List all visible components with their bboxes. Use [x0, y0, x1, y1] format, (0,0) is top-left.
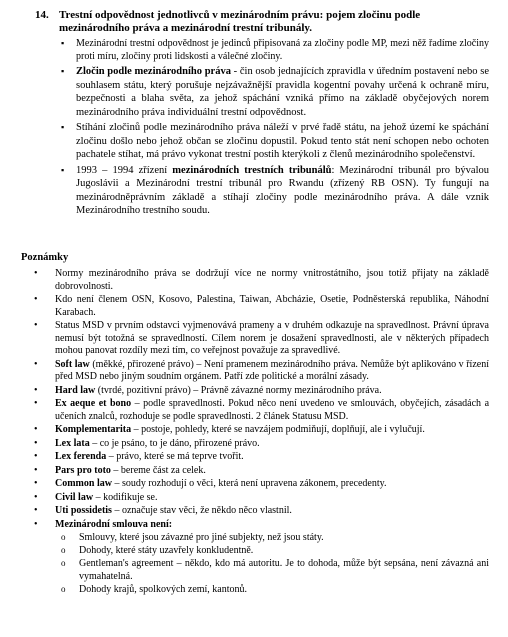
- note-text: (měkké, přirozené právo) – Není pramenem mezinárodního práva. Nemůže být aplikováno v řízení před MSD nebo jiným soudním orgánem. Patří zde politické a morální zásady.: [55, 358, 489, 382]
- note-term: Lex lata: [55, 437, 90, 449]
- note-item: [31, 451, 489, 464]
- note-item: [31, 438, 489, 451]
- section-title: Trestní odpovědnost jednotlivců v mezinárodním právu: pojem zločinu podle mezinárodního práva a mezinárodní trestní tribunály.: [59, 9, 421, 34]
- section-list: [59, 37, 489, 220]
- sublist-item: o Gentleman's agreement – někdo, kdo má autoritu. Je to dohoda, může být sepsána, není závazná ani vymahatelná.: [59, 557, 489, 583]
- note-term: Hard law: [55, 384, 96, 396]
- note-term: Common law: [55, 478, 112, 489]
- note-item: [31, 519, 489, 597]
- note-text: – právo, které se má teprve tvořit.: [106, 451, 244, 462]
- note-text: Normy mezinárodního práva se dodržují více ne normy vnitrostátního, jsou totiž přijaty na základě dobrovolnosti.: [55, 268, 489, 292]
- note-item: [31, 424, 489, 437]
- sublist-item: o Dohody krajů, spolkových zemí, kantonů.: [59, 583, 489, 596]
- item-term: Zločin podle mezinárodního práva: [76, 66, 231, 77]
- item-prefix: 1993 – 1994 zřízení: [76, 164, 173, 176]
- note-item: [31, 492, 489, 505]
- note-item: [31, 294, 489, 319]
- notes-heading: Poznámky: [21, 252, 69, 263]
- note-text: – označuje stav věci, že někdo něco vlastnil.: [111, 505, 292, 516]
- item-text: Stíhání zločinů podle mezinárodního práva náleží v prvé řadě státu, na jehož území ke spáchání zločinu došlo nebo jehož občan se zločinu dopustil. Pokud tento stát není schopen nebo ochoten pachatele stíhat, má právo vykonat trestní postih kterýkoli z členů mezinárodního společenství.: [76, 122, 489, 160]
- note-term: Komplementarita: [55, 424, 132, 435]
- treaty-exclusions-list: [55, 531, 489, 596]
- notes-list: [31, 268, 489, 597]
- note-text: Status MSD v prvním odstavci vyjmenovává prameny a v druhém odkazuje na spravedlnost. Právní úprava nemusí být totožná se spravedlností. Cílem norem je dosažení spravedlnosti, ale v některých případech mohou panovat rozdíly mezi tím, co veřejnost považuje za spravedlivé.: [55, 320, 489, 356]
- section-item: [59, 121, 489, 162]
- note-term: Pars pro toto: [55, 464, 111, 476]
- sublist-item: o Smlouvy, které jsou závazné pro jiné subjekty, než jsou státy.: [59, 531, 489, 544]
- note-term: Lex ferenda: [55, 451, 107, 462]
- note-text: – soudy rozhodují o věci, která není upravena zákonem, precedenty.: [111, 478, 387, 489]
- note-text: – podle spravedlnosti. Pokud něco není uvedeno ve smlouvách, obyčejích, zásadách a učeních znalců, rozhoduje se podle spravedlnosti. 2 článek Statusu MSD.: [55, 398, 490, 422]
- note-term: Civil law: [55, 491, 94, 503]
- note-text: – bereme část za celek.: [110, 464, 206, 476]
- note-term: Soft law: [55, 358, 90, 370]
- section-item: [59, 65, 489, 119]
- item-term: mezinárodních trestních tribunálů: [172, 164, 332, 176]
- note-item: [31, 398, 489, 423]
- note-text: – postoje, pohledy, které se navzájem podmiňují, doplňují, ale i vylučují.: [131, 424, 425, 435]
- note-term: Ex aeque et bono: [55, 398, 132, 409]
- section-item: [59, 164, 489, 218]
- note-item: [31, 385, 489, 398]
- note-text: (tvrdé, pozitivní právo) – Právně závazné normy mezinárodního práva.: [95, 384, 382, 396]
- note-term: Uti possidetis: [55, 505, 112, 516]
- note-text: – kodifikuje se.: [93, 491, 158, 503]
- note-item: [31, 320, 489, 358]
- note-text: – co je psáno, to je dáno, přirozené právo.: [89, 437, 260, 449]
- note-item: [31, 505, 489, 518]
- section-item: [59, 37, 489, 63]
- item-text: Mezinárodní trestní odpovědnost je jedinců připisovaná za zločiny podle MP, mezi něž řadíme zločiny proti míru, zločiny proti lidskosti a válečné zločiny.: [76, 38, 489, 62]
- note-item: [31, 465, 489, 478]
- note-item: [31, 478, 489, 491]
- note-text: Kdo není členem OSN, Kosovo, Palestina, Taiwan, Abcházie, Osetie, Podněsterská republika, Náhodní Karabach.: [55, 294, 489, 318]
- note-item: [31, 268, 489, 293]
- item-text: - čin osob jednajících zpravidla v úředním postavení nebo se souhlasem státu, který porušuje nejzávažnější pravidla kogentní povahy určená k ochraně míru, bezpečnosti a blaha světa, za jehož spáchání vzniká přímo na základě obyčejových norem mezinárodního práva individuální trestní odpovědnost.: [76, 66, 489, 118]
- note-item: [31, 359, 489, 384]
- section-number: 14.: [35, 9, 49, 21]
- sublist-item: o Dohody, které státy uzavřely konkludentně.: [59, 544, 489, 557]
- note-term: Mezinárodní smlouva není:: [55, 518, 173, 530]
- item-text: : Mezinárodní tribunál pro bývalou Jugoslávii a Mezinárodní trestní tribunál pro Rwandu (zřízený RB OSN). Ty fungují na mezinárodněprávním základě a stíhají zločiny podle mezinárodního práva. A dále vznik Mezinárodního trestního soudu.: [76, 164, 489, 216]
